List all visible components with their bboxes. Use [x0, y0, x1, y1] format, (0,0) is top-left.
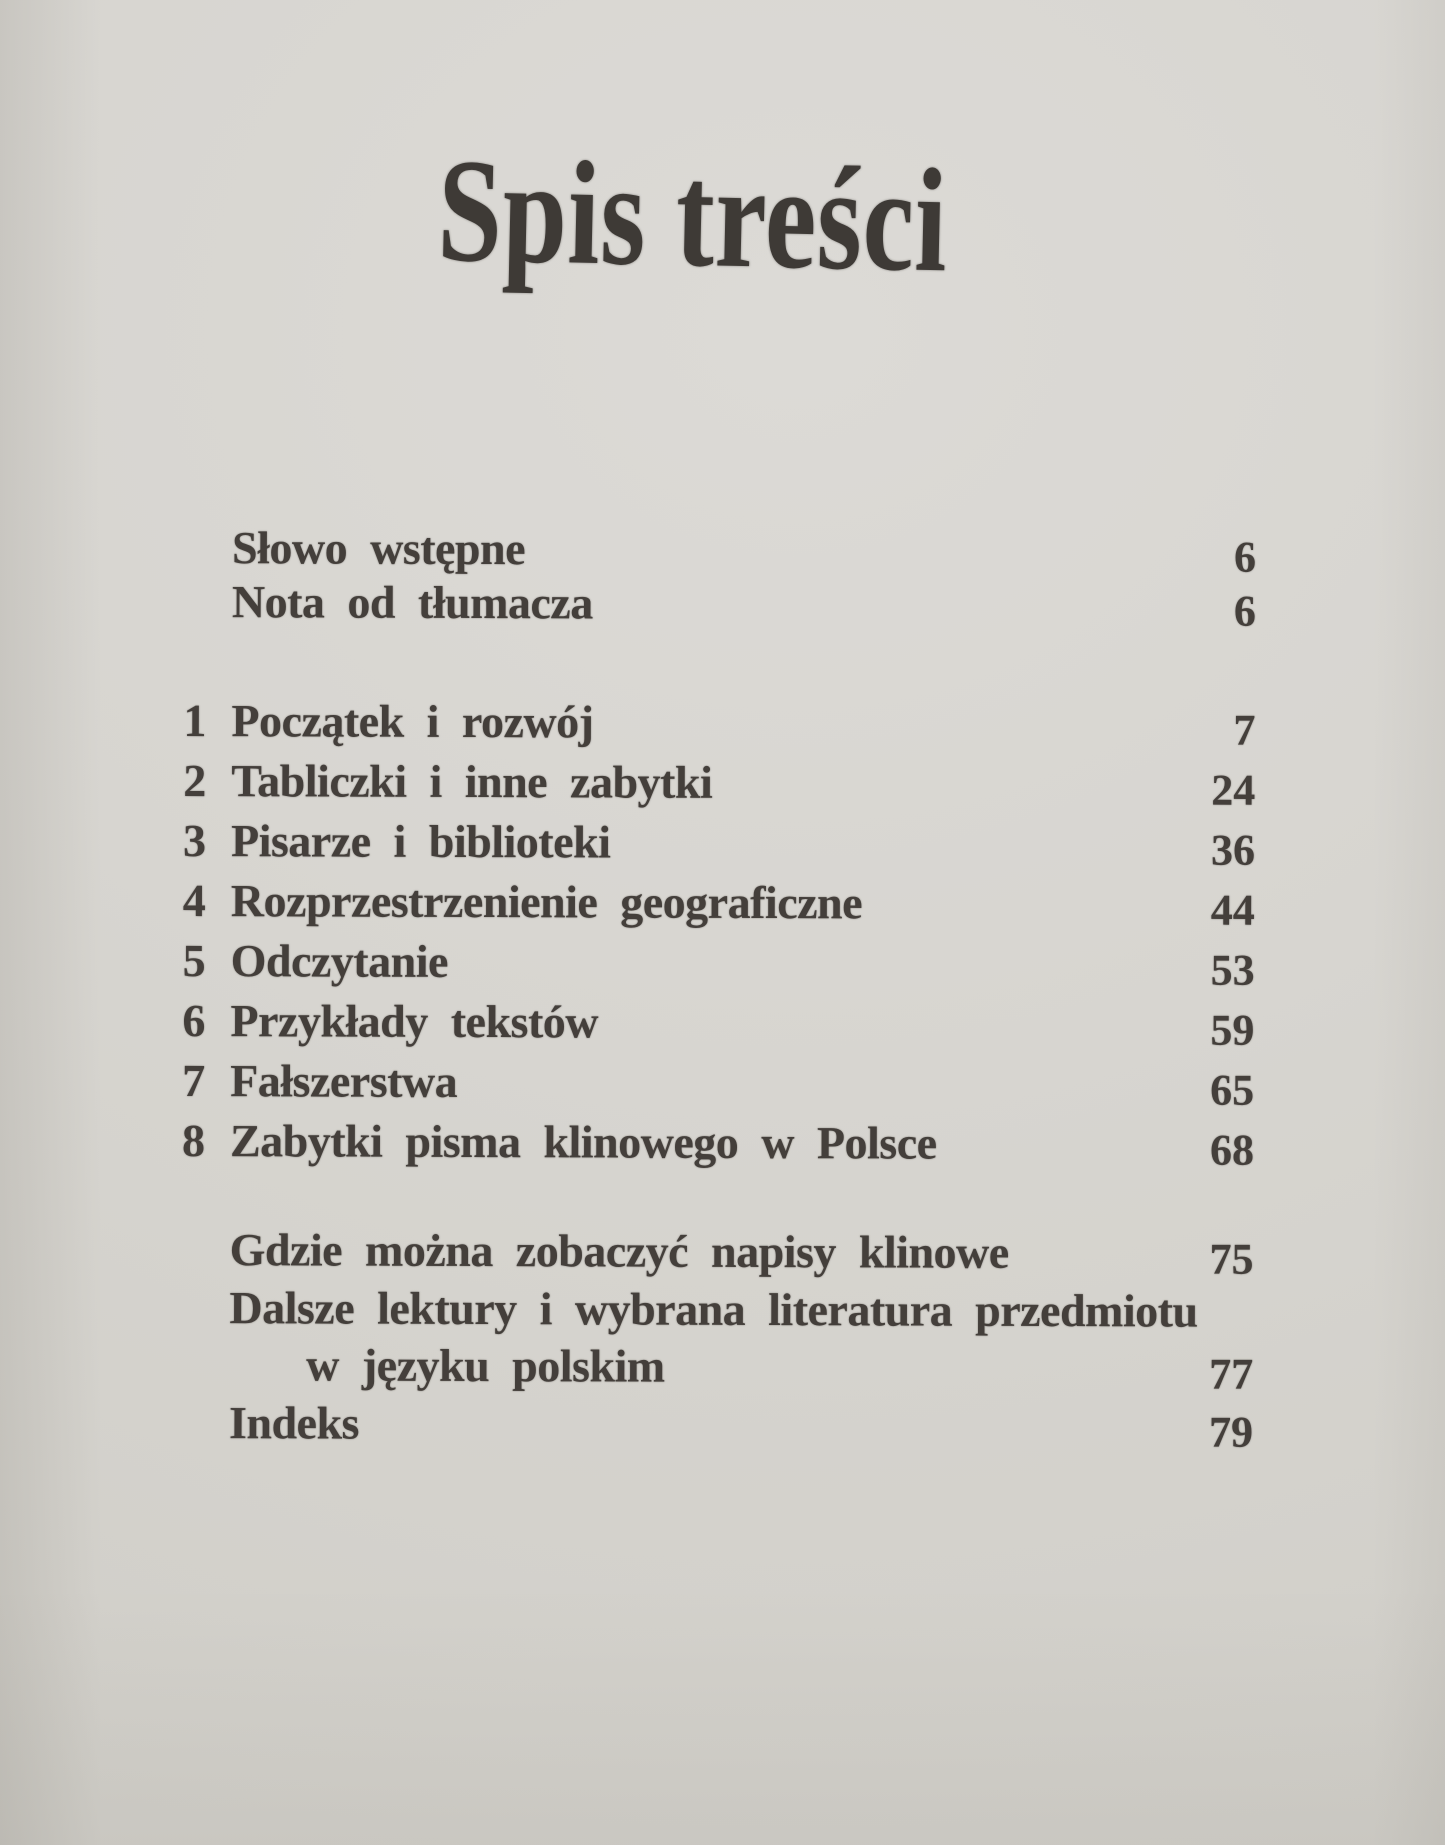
entry-label: Przykłady tekstów	[230, 995, 599, 1048]
toc-entry	[182, 1111, 1254, 1175]
entry-page-number: 36	[1210, 825, 1256, 875]
entry-label: w języku polskim	[306, 1339, 665, 1392]
toc-front-matter	[184, 521, 1257, 636]
toc-entry	[183, 691, 1255, 755]
toc-entry	[182, 991, 1254, 1055]
entry-number: 4	[182, 874, 206, 927]
entry-page-number: 59	[1210, 1005, 1255, 1055]
toc-entry	[183, 871, 1255, 935]
entry-number: 5	[182, 934, 206, 987]
entry-number: 3	[182, 814, 206, 867]
toc-back-matter	[181, 1221, 1254, 1456]
toc-entry	[184, 521, 1257, 582]
toc-entry	[183, 931, 1255, 995]
entry-page-number: 53	[1210, 945, 1255, 995]
entry-number: 7	[182, 1054, 205, 1107]
entry-page-number: 75	[1209, 1234, 1254, 1284]
toc-chapter-list	[182, 691, 1256, 1175]
toc-entry-continuation	[181, 1336, 1253, 1398]
entry-number: 8	[181, 1114, 205, 1167]
entry-page-number: 6	[1233, 532, 1257, 582]
entry-label: Tabliczki i inne zabytki	[231, 755, 713, 808]
entry-page-number: 24	[1211, 765, 1256, 815]
toc-entry	[183, 811, 1255, 875]
entry-label: Fałszerstwa	[230, 1055, 458, 1107]
entry-page-number: 77	[1209, 1349, 1254, 1399]
entry-number: 1	[183, 694, 207, 747]
toc-entry	[182, 1221, 1254, 1283]
entry-page-number: 44	[1210, 885, 1255, 935]
entry-page-number: 79	[1208, 1407, 1254, 1457]
entry-page-number: 65	[1210, 1065, 1255, 1115]
entry-label: Indeks	[228, 1397, 360, 1449]
entry-label: Zabytki pisma klinowego w Polsce	[229, 1115, 937, 1169]
toc-entry	[181, 1279, 1253, 1340]
toc-entry	[184, 575, 1256, 636]
entry-label: Nota od tłumacza	[231, 576, 593, 629]
entry-label: Dalsze lektury i wybrana literatura przedmiotu	[229, 1282, 1198, 1337]
entry-page-number: 7	[1233, 705, 1256, 755]
entry-label: Odczytanie	[230, 935, 449, 987]
entry-label: Rozprzestrzenienie geograficzne	[230, 875, 863, 929]
entry-label: Słowo wstępne	[231, 522, 526, 575]
entry-label: Pisarze i biblioteki	[230, 815, 611, 868]
entry-label: Gdzie można zobaczyć napisy klinowe	[229, 1224, 1009, 1278]
entry-label: Początek i rozwój	[231, 695, 594, 748]
page-title-text: Spis treści	[435, 128, 950, 304]
toc-entry	[182, 1051, 1254, 1115]
entry-page-number: 68	[1209, 1125, 1255, 1175]
entry-number: 6	[182, 994, 206, 1047]
toc-entry	[181, 1394, 1253, 1456]
toc-entry	[183, 751, 1255, 815]
entry-page-number: 6	[1233, 586, 1256, 636]
table-of-contents	[180, 0, 1258, 1845]
entry-number: 2	[183, 754, 206, 807]
